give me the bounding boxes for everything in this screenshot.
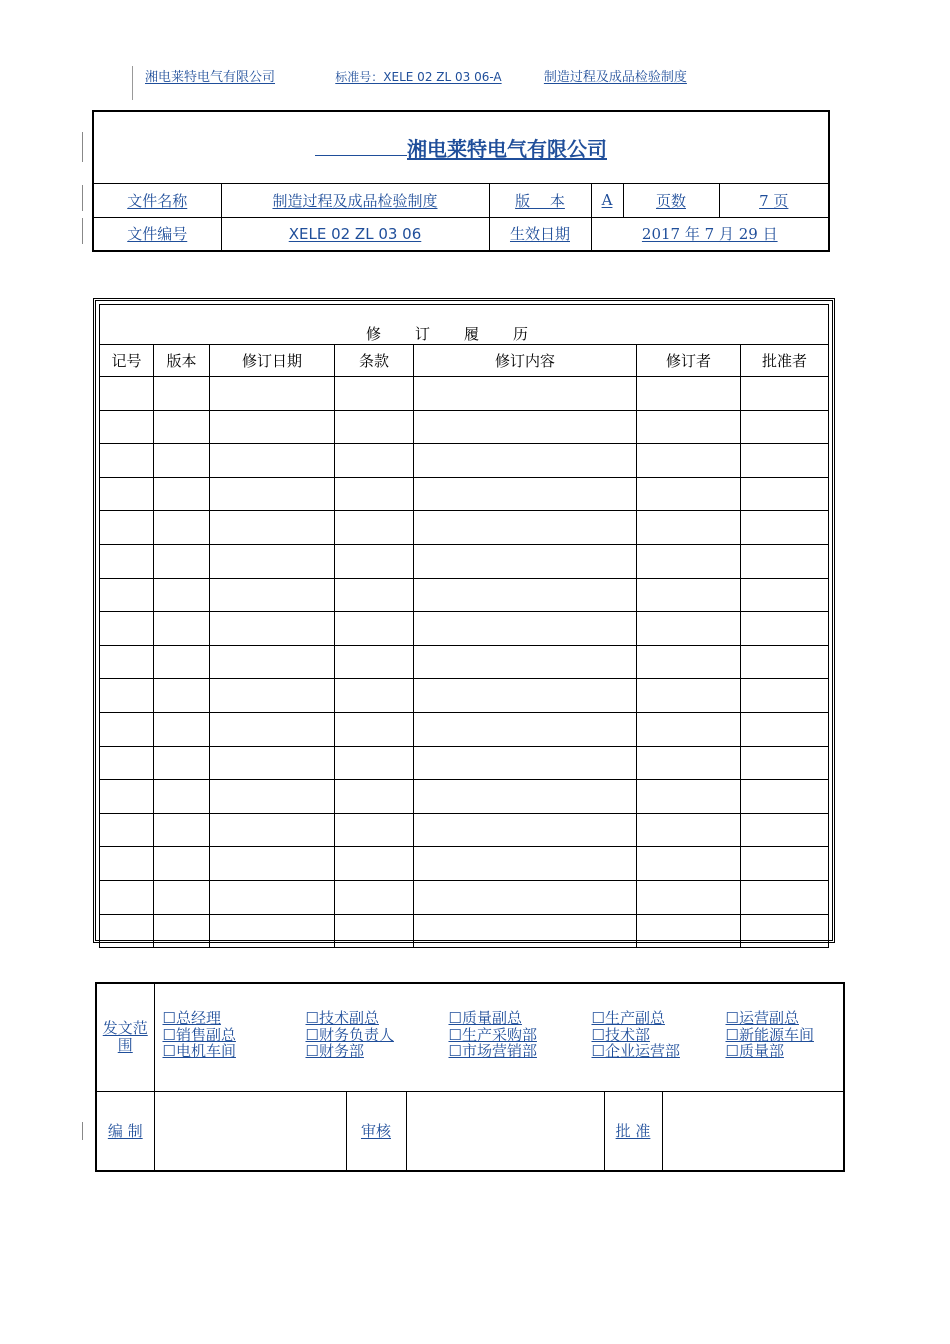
table-cell[interactable] bbox=[637, 645, 741, 679]
table-cell[interactable] bbox=[210, 477, 335, 511]
table-cell[interactable] bbox=[637, 813, 741, 847]
table-cell[interactable] bbox=[154, 477, 210, 511]
col-header-revision-date: 修订日期 bbox=[210, 345, 335, 377]
table-cell[interactable] bbox=[637, 712, 741, 746]
table-cell[interactable] bbox=[414, 813, 637, 847]
table-cell[interactable] bbox=[100, 410, 154, 444]
table-cell[interactable] bbox=[154, 813, 210, 847]
compile-signature-field[interactable] bbox=[154, 1091, 346, 1171]
file-name-label: 文件名称 bbox=[93, 183, 221, 217]
revision-history-title: 修订履历 bbox=[100, 305, 829, 345]
effective-date-label: 生效日期 bbox=[489, 217, 591, 251]
table-cell[interactable] bbox=[414, 914, 637, 948]
table-cell[interactable] bbox=[210, 612, 335, 646]
revision-history-frame bbox=[93, 298, 835, 943]
compile-label: 编 制 bbox=[96, 1091, 154, 1171]
margin-mark bbox=[82, 185, 83, 211]
table-row bbox=[100, 813, 829, 847]
header-company: 湘电莱特电气有限公司 bbox=[145, 70, 276, 85]
col-header-approver: 批准者 bbox=[741, 345, 829, 377]
table-cell[interactable] bbox=[741, 813, 829, 847]
table-cell[interactable] bbox=[100, 578, 154, 612]
table-cell[interactable] bbox=[154, 679, 210, 713]
distribution-checkbox[interactable]: ☐技术部 bbox=[591, 1025, 650, 1044]
table-row bbox=[100, 712, 829, 746]
distribution-checkbox[interactable]: ☐运营副总 bbox=[725, 1009, 799, 1027]
company-title-cell bbox=[93, 111, 829, 183]
table-cell[interactable] bbox=[154, 511, 210, 545]
table-row bbox=[100, 544, 829, 578]
table-cell[interactable] bbox=[100, 377, 154, 411]
table-cell[interactable] bbox=[414, 477, 637, 511]
effective-date-value: 2017 年 7 月 29 日 bbox=[591, 217, 829, 251]
distribution-checkbox[interactable]: ☐电机车间 bbox=[162, 1042, 236, 1060]
page-header bbox=[132, 66, 693, 100]
version-value: A bbox=[591, 183, 623, 217]
table-cell[interactable] bbox=[210, 377, 335, 411]
table-cell[interactable] bbox=[741, 410, 829, 444]
table-row bbox=[100, 444, 829, 478]
table-cell[interactable] bbox=[100, 679, 154, 713]
approve-label: 批 准 bbox=[604, 1091, 662, 1171]
distribution-checkbox[interactable]: ☐企业运营部 bbox=[591, 1042, 680, 1060]
table-cell[interactable] bbox=[741, 511, 829, 545]
table-cell[interactable] bbox=[741, 544, 829, 578]
table-cell[interactable] bbox=[335, 477, 414, 511]
table-cell[interactable] bbox=[637, 410, 741, 444]
table-cell[interactable] bbox=[335, 444, 414, 478]
table-cell[interactable] bbox=[741, 847, 829, 881]
table-cell[interactable] bbox=[210, 578, 335, 612]
table-row bbox=[100, 679, 829, 713]
table-row bbox=[100, 477, 829, 511]
distribution-checkbox[interactable]: ☐新能源车间 bbox=[725, 1025, 814, 1044]
table-cell[interactable] bbox=[414, 578, 637, 612]
table-cell[interactable] bbox=[335, 847, 414, 881]
document-info-table bbox=[92, 110, 830, 252]
table-cell[interactable] bbox=[335, 578, 414, 612]
table-cell[interactable] bbox=[637, 746, 741, 780]
table-cell[interactable] bbox=[414, 444, 637, 478]
table-row bbox=[100, 746, 829, 780]
distribution-checkbox-grid bbox=[163, 1010, 844, 1060]
table-row bbox=[100, 511, 829, 545]
table-cell[interactable] bbox=[741, 377, 829, 411]
table-cell[interactable] bbox=[100, 914, 154, 948]
table-cell[interactable] bbox=[741, 712, 829, 746]
table-cell[interactable] bbox=[154, 712, 210, 746]
table-cell[interactable] bbox=[414, 880, 637, 914]
table-cell[interactable] bbox=[154, 914, 210, 948]
table-cell[interactable] bbox=[210, 679, 335, 713]
file-name-value: 制造过程及成品检验制度 bbox=[221, 183, 489, 217]
table-cell[interactable] bbox=[210, 780, 335, 814]
table-cell[interactable] bbox=[154, 880, 210, 914]
distribution-checkbox[interactable]: ☐市场营销部 bbox=[448, 1042, 537, 1060]
table-cell[interactable] bbox=[414, 410, 637, 444]
pages-value: 7 页 bbox=[719, 183, 829, 217]
table-cell[interactable] bbox=[637, 679, 741, 713]
table-row bbox=[100, 880, 829, 914]
table-cell[interactable] bbox=[637, 880, 741, 914]
table-cell[interactable] bbox=[741, 780, 829, 814]
col-header-version: 版本 bbox=[154, 345, 210, 377]
table-cell[interactable] bbox=[741, 679, 829, 713]
table-row bbox=[100, 847, 829, 881]
table-cell[interactable] bbox=[335, 377, 414, 411]
table-cell[interactable] bbox=[414, 847, 637, 881]
file-no-value: XELE 02 ZL 03 06 bbox=[221, 217, 489, 251]
approve-signature-field[interactable] bbox=[662, 1091, 844, 1171]
table-row bbox=[100, 410, 829, 444]
table-cell[interactable] bbox=[637, 914, 741, 948]
col-header-reviser: 修订者 bbox=[637, 345, 741, 377]
table-cell[interactable] bbox=[335, 511, 414, 545]
table-row bbox=[100, 612, 829, 646]
table-cell[interactable] bbox=[741, 612, 829, 646]
table-row bbox=[100, 914, 829, 948]
table-cell[interactable] bbox=[414, 679, 637, 713]
review-label: 审核 bbox=[346, 1091, 406, 1171]
file-no-label: 文件编号 bbox=[93, 217, 221, 251]
table-cell[interactable] bbox=[210, 444, 335, 478]
version-label: 版 本 bbox=[489, 183, 591, 217]
col-header-clause: 条款 bbox=[335, 345, 414, 377]
table-cell[interactable] bbox=[414, 780, 637, 814]
table-cell[interactable] bbox=[154, 645, 210, 679]
table-cell[interactable] bbox=[335, 612, 414, 646]
table-row bbox=[100, 645, 829, 679]
table-cell[interactable] bbox=[414, 377, 637, 411]
table-cell[interactable] bbox=[741, 477, 829, 511]
margin-mark bbox=[82, 132, 83, 162]
table-cell[interactable] bbox=[637, 780, 741, 814]
table-cell[interactable] bbox=[154, 377, 210, 411]
table-cell[interactable] bbox=[637, 444, 741, 478]
table-cell[interactable] bbox=[100, 444, 154, 478]
table-cell[interactable] bbox=[210, 813, 335, 847]
table-cell[interactable] bbox=[637, 477, 741, 511]
table-cell[interactable] bbox=[637, 847, 741, 881]
table-cell[interactable] bbox=[154, 780, 210, 814]
table-cell[interactable] bbox=[335, 712, 414, 746]
table-cell[interactable] bbox=[741, 914, 829, 948]
table-cell[interactable] bbox=[100, 780, 154, 814]
table-cell[interactable] bbox=[741, 578, 829, 612]
table-cell[interactable] bbox=[637, 612, 741, 646]
review-signature-field[interactable] bbox=[406, 1091, 604, 1171]
table-cell[interactable] bbox=[100, 712, 154, 746]
margin-mark bbox=[82, 1122, 83, 1140]
table-cell[interactable] bbox=[210, 544, 335, 578]
table-cell[interactable] bbox=[210, 645, 335, 679]
table-cell[interactable] bbox=[100, 813, 154, 847]
table-cell[interactable] bbox=[100, 511, 154, 545]
table-cell[interactable] bbox=[100, 544, 154, 578]
table-cell[interactable] bbox=[335, 880, 414, 914]
table-cell[interactable] bbox=[414, 511, 637, 545]
distribution-checkbox[interactable]: ☐质量副总 bbox=[448, 1009, 522, 1027]
distribution-checkbox[interactable]: ☐生产采购部 bbox=[448, 1025, 537, 1044]
distribution-checkbox[interactable]: ☐技术副总 bbox=[305, 1009, 379, 1027]
table-cell[interactable] bbox=[335, 780, 414, 814]
distribution-table bbox=[95, 982, 845, 1172]
table-cell[interactable] bbox=[414, 746, 637, 780]
distribution-checkbox[interactable]: ☐财务负责人 bbox=[305, 1025, 394, 1044]
margin-mark bbox=[82, 218, 83, 244]
table-cell[interactable] bbox=[210, 410, 335, 444]
table-cell[interactable] bbox=[210, 511, 335, 545]
table-cell[interactable] bbox=[154, 544, 210, 578]
table-cell[interactable] bbox=[100, 746, 154, 780]
table-cell[interactable] bbox=[414, 544, 637, 578]
table-cell[interactable] bbox=[210, 746, 335, 780]
table-cell[interactable] bbox=[335, 544, 414, 578]
table-cell[interactable] bbox=[637, 511, 741, 545]
table-cell[interactable] bbox=[335, 746, 414, 780]
table-cell[interactable] bbox=[414, 612, 637, 646]
table-cell[interactable] bbox=[741, 746, 829, 780]
table-row bbox=[100, 780, 829, 814]
table-cell[interactable] bbox=[335, 410, 414, 444]
table-cell[interactable] bbox=[741, 444, 829, 478]
table-cell[interactable] bbox=[154, 746, 210, 780]
header-doc-title: 制造过程及成品检验制度 bbox=[543, 70, 687, 85]
table-cell[interactable] bbox=[335, 914, 414, 948]
table-cell[interactable] bbox=[210, 914, 335, 948]
distribution-checkbox[interactable]: ☐质量部 bbox=[725, 1042, 784, 1060]
table-cell[interactable] bbox=[335, 679, 414, 713]
table-cell[interactable] bbox=[210, 880, 335, 914]
col-header-revision-content: 修订内容 bbox=[414, 345, 637, 377]
company-title: 湘电莱特电气有限公司 bbox=[407, 136, 607, 161]
table-cell[interactable] bbox=[335, 813, 414, 847]
title-underline bbox=[315, 140, 407, 156]
table-cell[interactable] bbox=[100, 880, 154, 914]
header-standard: 标准号：XELE 02 ZL 03 06-A bbox=[335, 70, 502, 84]
revision-history-table bbox=[99, 304, 829, 948]
distribution-checkbox[interactable]: ☐销售副总 bbox=[162, 1025, 236, 1044]
table-cell[interactable] bbox=[154, 578, 210, 612]
table-cell[interactable] bbox=[637, 544, 741, 578]
table-cell[interactable] bbox=[414, 712, 637, 746]
table-cell[interactable] bbox=[210, 712, 335, 746]
pages-label: 页数 bbox=[623, 183, 719, 217]
distribution-scope-cell bbox=[154, 983, 844, 1091]
table-cell[interactable] bbox=[154, 410, 210, 444]
table-cell[interactable] bbox=[741, 645, 829, 679]
table-cell[interactable] bbox=[100, 645, 154, 679]
table-cell[interactable] bbox=[637, 377, 741, 411]
table-cell[interactable] bbox=[210, 847, 335, 881]
distribution-checkbox[interactable]: ☐财务部 bbox=[305, 1042, 364, 1060]
table-cell[interactable] bbox=[154, 847, 210, 881]
table-cell[interactable] bbox=[154, 444, 210, 478]
table-cell[interactable] bbox=[100, 612, 154, 646]
table-cell[interactable] bbox=[154, 612, 210, 646]
table-cell[interactable] bbox=[100, 847, 154, 881]
table-cell[interactable] bbox=[741, 880, 829, 914]
table-cell[interactable] bbox=[100, 477, 154, 511]
table-row bbox=[100, 377, 829, 411]
col-header-mark: 记号 bbox=[100, 345, 154, 377]
table-cell[interactable] bbox=[637, 578, 741, 612]
table-row bbox=[100, 578, 829, 612]
distribution-checkbox[interactable]: ☐生产副总 bbox=[591, 1009, 665, 1027]
distribution-checkbox[interactable]: ☐总经理 bbox=[162, 1009, 221, 1027]
table-cell[interactable] bbox=[335, 645, 414, 679]
table-cell[interactable] bbox=[414, 645, 637, 679]
distribution-scope-label: 发文范围 bbox=[96, 983, 154, 1091]
